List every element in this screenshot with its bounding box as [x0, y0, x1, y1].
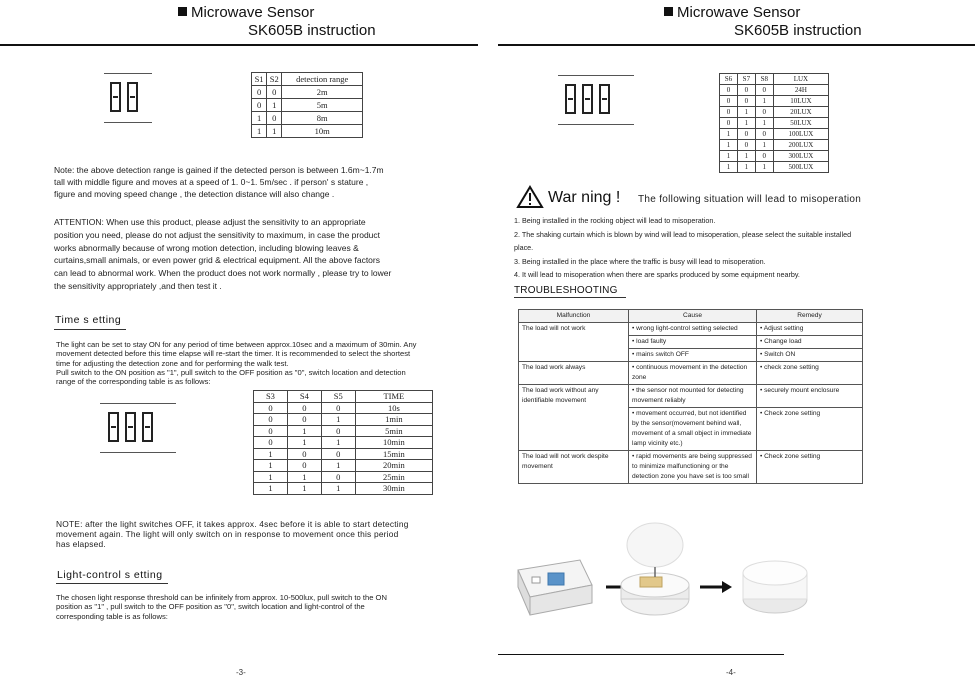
range-header-cell: detection range — [282, 73, 363, 86]
header-subtitle: SK605B instruction — [734, 22, 862, 39]
time-cell: 0 — [287, 460, 321, 472]
range-cell: 1 — [252, 112, 267, 125]
time-cell: 1 — [254, 460, 288, 472]
table-row — [720, 151, 829, 162]
lux-header-cell: S7 — [737, 74, 755, 85]
time-cell: 0 — [321, 425, 355, 437]
time-cell: 5min — [355, 425, 432, 437]
time-text-line: time for adjusting the detection zone and for performing the walk test. — [56, 358, 289, 368]
troubleshooting-heading: TROUBLESHOOTING — [514, 285, 618, 296]
time-note-line: movement again. The light will only switch on in response to movement once this period — [56, 529, 399, 539]
warning-title: War ning ! — [548, 189, 621, 206]
heading-underline — [514, 297, 626, 298]
light-text-line: The chosen light response threshold can be infinitely from approx. 10-500lux, pull switch to the ON — [56, 593, 387, 602]
range-cell: 0 — [252, 99, 267, 112]
range-cell: 8m — [282, 112, 363, 125]
time-cell: 0 — [287, 448, 321, 460]
lux-cell: 0 — [737, 96, 755, 107]
time-cell: 1 — [287, 471, 321, 483]
table-row — [720, 162, 829, 173]
dip-switch-s3-s5-icon — [108, 412, 153, 442]
table-row — [252, 99, 363, 112]
table-row — [254, 437, 433, 449]
time-cell: 25min — [355, 471, 432, 483]
time-cell: 30min — [355, 483, 432, 495]
lux-table — [719, 73, 829, 173]
lux-cell: 20LUX — [773, 107, 828, 118]
range-cell: 2m — [282, 86, 363, 99]
time-setting-heading: Time s etting — [55, 314, 122, 326]
table-row — [254, 402, 433, 414]
header-malfunction: Malfunction — [519, 310, 629, 323]
range-header-cell: S2 — [267, 73, 282, 86]
range-cell: 0 — [267, 112, 282, 125]
lux-cell: 1 — [720, 129, 738, 140]
time-cell: 0 — [254, 414, 288, 426]
square-bullet-icon — [664, 7, 673, 16]
lux-cell: 0 — [737, 140, 755, 151]
range-cell: 1 — [267, 125, 282, 138]
table-row — [252, 86, 363, 99]
detection-range-table — [251, 72, 363, 138]
table-row — [254, 425, 433, 437]
light-text-line: position as "1" , pull switch to the OFF position as "0", switch location and light-control of the — [56, 602, 365, 612]
time-cell: 1 — [287, 437, 321, 449]
lux-cell: 0 — [755, 107, 773, 118]
attention-line: works abnormally because of wrong motion detection, including blowing leaves & — [54, 242, 359, 253]
lux-cell: 10LUX — [773, 96, 828, 107]
time-cell: 0 — [321, 471, 355, 483]
warning-item: 4. It will lead to misoperation when there are sparks produced by some equipment nearby. — [514, 270, 800, 280]
lux-cell: 1 — [755, 140, 773, 151]
time-cell: 0 — [321, 448, 355, 460]
lux-header-cell: LUX — [773, 74, 828, 85]
header-title — [178, 4, 314, 22]
page-number: -3- — [236, 668, 246, 677]
lux-cell: 0 — [755, 151, 773, 162]
table-header-row — [720, 74, 829, 85]
attention-line: the sensitivity appropriately ,and then test it . — [54, 280, 222, 291]
heading-underline — [56, 583, 168, 584]
note-line: Note: the above detection range is gained if the detected person is between 1.6m~1.7m — [54, 165, 384, 175]
malfunction-cell: The load will not work despite movement — [519, 451, 629, 484]
time-cell: 15min — [355, 448, 432, 460]
time-cell: 0 — [321, 402, 355, 414]
lux-cell: 0 — [737, 85, 755, 96]
table-row — [720, 85, 829, 96]
range-header-cell: S1 — [252, 73, 267, 86]
heading-underline — [54, 329, 126, 330]
switch-icon — [582, 84, 593, 114]
lux-cell: 1 — [720, 162, 738, 173]
light-control-paragraph — [56, 593, 476, 621]
lux-header-cell: S8 — [755, 74, 773, 85]
table-row — [519, 323, 863, 336]
dip-switch-s6-s8-icon — [565, 84, 610, 114]
attention-line: curtains,small animals, or even power grid & electrical equipment. All the above factors — [54, 255, 380, 266]
table-row — [519, 385, 863, 408]
dip-frame-line — [100, 403, 176, 404]
light-control-heading: Light-control s etting — [57, 569, 163, 581]
cause-cell: • rapid movements are being suppressed to minimize malfunctioning or the detection zone you have set is too small — [629, 451, 757, 484]
header-title-text: Microwave Sensor — [677, 4, 801, 21]
page-3 — [0, 0, 487, 681]
time-cell: 1min — [355, 414, 432, 426]
warning-triangle-icon — [516, 185, 544, 209]
lux-cell: 50LUX — [773, 118, 828, 129]
time-cell: 1 — [287, 483, 321, 495]
time-note-line: NOTE: after the light switches OFF, it takes approx. 4sec before it is able to start detecting — [56, 519, 409, 529]
time-setting-paragraph — [56, 340, 476, 386]
remedy-cell: • Adjust setting — [757, 323, 863, 336]
remedy-cell: • securely mount enclosure — [757, 385, 863, 408]
time-cell: 1 — [321, 437, 355, 449]
attention-line: position you need, please do not adjust the sensitivity to maximum, in case the product — [54, 229, 381, 240]
remedy-cell: • Switch ON — [757, 349, 863, 362]
note-line: figure and moving speed change , the detection distance will also change . — [54, 189, 335, 199]
lux-cell: 0 — [755, 129, 773, 140]
table-header-row — [519, 310, 863, 323]
table-row — [720, 140, 829, 151]
switch-icon — [108, 412, 119, 442]
time-note-line: has elapsed. — [56, 539, 106, 549]
cause-cell: • load faulty — [629, 336, 757, 349]
header-title-text: Microwave Sensor — [191, 4, 315, 21]
time-cell: 1 — [254, 471, 288, 483]
warning-item: 2. The shaking curtain which is blown by wind will lead to misoperation, please select the suitable installed — [514, 229, 852, 239]
troubleshooting-table — [518, 309, 863, 484]
cause-cell: • continuous movement in the detection zone — [629, 362, 757, 385]
range-cell: 1 — [267, 99, 282, 112]
note-line: tall with middle figure and moves at a speed of 1. 0~1. 5m/sec . if person' s stature , — [54, 177, 369, 187]
remedy-cell: • Check zone setting — [757, 408, 863, 451]
lux-cell: 24H — [773, 85, 828, 96]
range-cell: 0 — [267, 86, 282, 99]
time-cell: 0 — [287, 414, 321, 426]
cause-cell: • movement occurred, but not identified by the sensor(movement behind wall, movement of a small object in immediate lamp vicinity etc.) — [629, 408, 757, 451]
lux-cell: 1 — [720, 151, 738, 162]
warning-intro: The following situation will lead to misoperation — [638, 194, 862, 205]
lux-cell: 1 — [737, 151, 755, 162]
time-cell: 1 — [321, 414, 355, 426]
note-paragraph — [54, 164, 474, 200]
cause-cell: • mains switch OFF — [629, 349, 757, 362]
lux-cell: 1 — [737, 107, 755, 118]
table-row — [254, 460, 433, 472]
installation-illustration — [510, 515, 900, 640]
malfunction-cell: The load will not work — [519, 323, 629, 362]
time-cell: 0 — [254, 437, 288, 449]
table-row — [252, 125, 363, 138]
luminaire-base-icon — [621, 523, 689, 615]
remedy-cell: • Check zone setting — [757, 451, 863, 484]
switch-icon — [125, 412, 136, 442]
cause-cell: • the sensor not mounted for detecting movement reliably — [629, 385, 757, 408]
time-cell: 0 — [287, 402, 321, 414]
table-row — [254, 483, 433, 495]
square-bullet-icon — [178, 7, 187, 16]
lux-cell: 200LUX — [773, 140, 828, 151]
header-subtitle: SK605B instruction — [248, 22, 376, 39]
time-cell: 20min — [355, 460, 432, 472]
switch-icon — [142, 412, 153, 442]
lux-cell: 500LUX — [773, 162, 828, 173]
time-cell: 1 — [321, 483, 355, 495]
table-row — [519, 451, 863, 484]
range-cell: 5m — [282, 99, 363, 112]
time-note-paragraph — [56, 519, 476, 549]
lux-cell: 1 — [737, 118, 755, 129]
time-text-line: The light can be set to stay ON for any period of time between approx.10sec and a maximum of 30min. Any — [56, 340, 417, 349]
table-row — [254, 448, 433, 460]
header-rule — [0, 44, 478, 46]
lux-cell: 0 — [737, 129, 755, 140]
time-text-line: Pull switch to the ON position as "1", pull switch to the OFF position as "0", switch location and detection — [56, 367, 406, 377]
page-number: -4- — [726, 668, 736, 677]
lux-cell: 0 — [720, 107, 738, 118]
lux-cell: 1 — [755, 96, 773, 107]
dip-frame-line — [104, 73, 152, 74]
lux-cell: 100LUX — [773, 129, 828, 140]
light-text-line: corresponding table is as follows: — [56, 611, 168, 621]
lux-cell: 0 — [720, 96, 738, 107]
assembled-luminaire-icon — [743, 561, 807, 613]
header-remedy: Remedy — [757, 310, 863, 323]
dip-frame-line — [100, 452, 176, 453]
lux-cell: 1 — [737, 162, 755, 173]
switch-icon — [599, 84, 610, 114]
table-row — [519, 362, 863, 385]
time-header-cell: S3 — [254, 391, 288, 403]
lux-header-cell: S6 — [720, 74, 738, 85]
range-cell: 10m — [282, 125, 363, 138]
warning-item: place. — [514, 243, 534, 253]
table-row — [720, 118, 829, 129]
lux-cell: 300LUX — [773, 151, 828, 162]
switch-icon — [110, 82, 121, 112]
attention-line: can lead to abnormal work. When the product does not work normally , please try to lower — [54, 268, 392, 279]
warning-list — [514, 214, 954, 282]
lux-cell: 0 — [720, 118, 738, 129]
sensor-module-icon — [518, 560, 592, 615]
switch-icon — [565, 84, 576, 114]
time-cell: 1 — [321, 460, 355, 472]
cause-cell: • wrong light-control setting selected — [629, 323, 757, 336]
time-table — [253, 390, 433, 495]
range-cell: 0 — [252, 86, 267, 99]
lux-cell: 0 — [755, 85, 773, 96]
lux-cell: 0 — [720, 85, 738, 96]
time-cell: 0 — [254, 402, 288, 414]
header-rule — [498, 44, 975, 46]
malfunction-cell: The load work without any identifiable movement — [519, 385, 629, 451]
table-row — [720, 107, 829, 118]
time-header-cell: S4 — [287, 391, 321, 403]
page-4 — [488, 0, 975, 681]
time-header-cell: TIME — [355, 391, 432, 403]
time-cell: 10s — [355, 402, 432, 414]
table-row — [252, 112, 363, 125]
time-cell: 0 — [254, 425, 288, 437]
attention-paragraph — [54, 216, 474, 293]
dip-switch-s1-s2-icon — [110, 82, 138, 112]
lux-cell: 1 — [720, 140, 738, 151]
switch-icon — [127, 82, 138, 112]
table-row — [254, 471, 433, 483]
lux-cell: 1 — [755, 118, 773, 129]
dip-frame-line — [104, 122, 152, 123]
time-cell: 1 — [287, 425, 321, 437]
time-cell: 1 — [254, 483, 288, 495]
time-text-line: movement detected before this time elapse will re-start the timer. It is recommended to select the shortest — [56, 349, 411, 359]
warning-item: 1. Being installed in the rocking object will lead to misoperation. — [514, 216, 716, 225]
malfunction-cell: The load work always — [519, 362, 629, 385]
footer-rule — [498, 654, 784, 655]
time-header-cell: S5 — [321, 391, 355, 403]
dip-frame-line — [558, 124, 634, 125]
table-row — [254, 414, 433, 426]
time-cell: 1 — [254, 448, 288, 460]
warning-item: 3. Being installed in the place where the traffic is busy will lead to misoperation. — [514, 256, 766, 266]
header-title — [664, 4, 800, 22]
remedy-cell: • Change load — [757, 336, 863, 349]
time-cell: 10min — [355, 437, 432, 449]
range-cell: 1 — [252, 125, 267, 138]
lux-cell: 1 — [755, 162, 773, 173]
table-row — [720, 129, 829, 140]
attention-line: ATTENTION: When use this product, please adjust the sensitivity to an appropriate — [54, 217, 366, 227]
table-header-row — [252, 73, 363, 86]
dip-frame-line — [558, 75, 634, 76]
remedy-cell: • check zone setting — [757, 362, 863, 385]
time-text-line: range of the corresponding table is as follows: — [56, 377, 211, 387]
table-row — [720, 96, 829, 107]
table-header-row — [254, 391, 433, 403]
header-cause: Cause — [629, 310, 757, 323]
arrow-right-icon — [700, 581, 732, 593]
